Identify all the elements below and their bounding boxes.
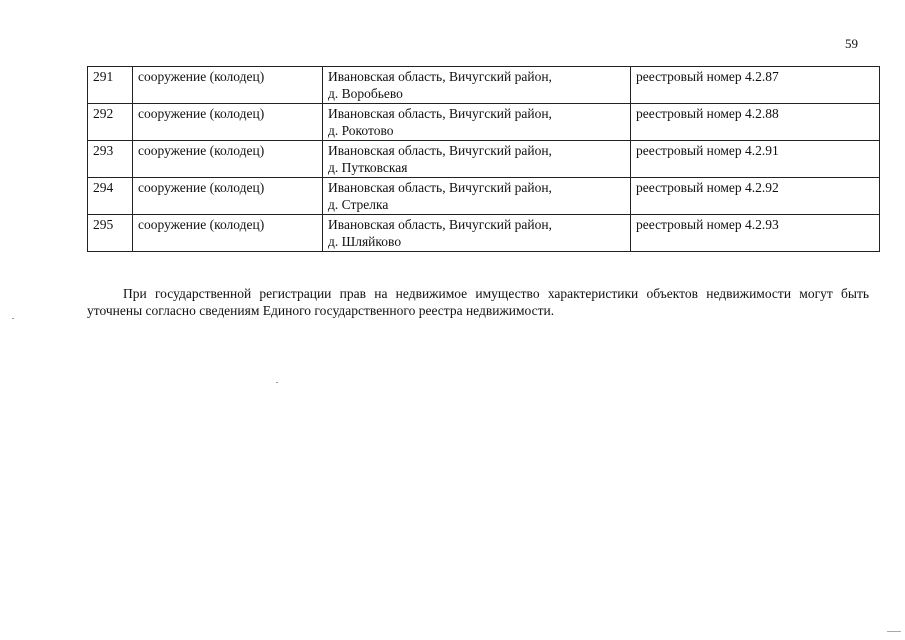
page-number: 59	[845, 36, 858, 51]
scan-edge-mark	[887, 631, 901, 632]
object-type: сооружение (колодец)	[133, 67, 323, 104]
table-row	[88, 67, 880, 104]
registry-number: реестровый номер 4.2.93	[631, 215, 880, 252]
object-address	[323, 141, 631, 178]
object-type: сооружение (колодец)	[133, 215, 323, 252]
address-village: д. Путковская	[328, 160, 408, 175]
address-region: Ивановская область, Вичугский район,	[328, 217, 552, 232]
object-type: сооружение (колодец)	[133, 178, 323, 215]
address-village: д. Стрелка	[328, 197, 389, 212]
address-region: Ивановская область, Вичугский район,	[328, 143, 552, 158]
address-village: д. Воробьево	[328, 86, 403, 101]
row-number: 292	[88, 104, 133, 141]
registry-number: реестровый номер 4.2.92	[631, 178, 880, 215]
scan-speck	[276, 382, 278, 383]
table-row	[88, 104, 880, 141]
property-table	[87, 66, 880, 252]
object-address	[323, 67, 631, 104]
scan-speck	[12, 318, 14, 319]
row-number: 295	[88, 215, 133, 252]
object-address	[323, 178, 631, 215]
registry-number: реестровый номер 4.2.91	[631, 141, 880, 178]
registry-number: реестровый номер 4.2.88	[631, 104, 880, 141]
object-type: сооружение (колодец)	[133, 104, 323, 141]
address-region: Ивановская область, Вичугский район,	[328, 106, 552, 121]
address-region: Ивановская область, Вичугский район,	[328, 69, 552, 84]
address-village: д. Шляйково	[328, 234, 402, 249]
object-address	[323, 215, 631, 252]
table-row	[88, 178, 880, 215]
registration-note: При государственной регистрации прав на недвижимое имущество характеристики объектов недвижимости могут быть уточнены согласно сведениям Единого государственного реестра недвижимости.	[87, 285, 869, 318]
object-type: сооружение (колодец)	[133, 141, 323, 178]
table-row	[88, 215, 880, 252]
table-row	[88, 141, 880, 178]
row-number: 291	[88, 67, 133, 104]
address-village: д. Рокотово	[328, 123, 394, 138]
row-number: 293	[88, 141, 133, 178]
registry-number: реестровый номер 4.2.87	[631, 67, 880, 104]
row-number: 294	[88, 178, 133, 215]
address-region: Ивановская область, Вичугский район,	[328, 180, 552, 195]
object-address	[323, 104, 631, 141]
